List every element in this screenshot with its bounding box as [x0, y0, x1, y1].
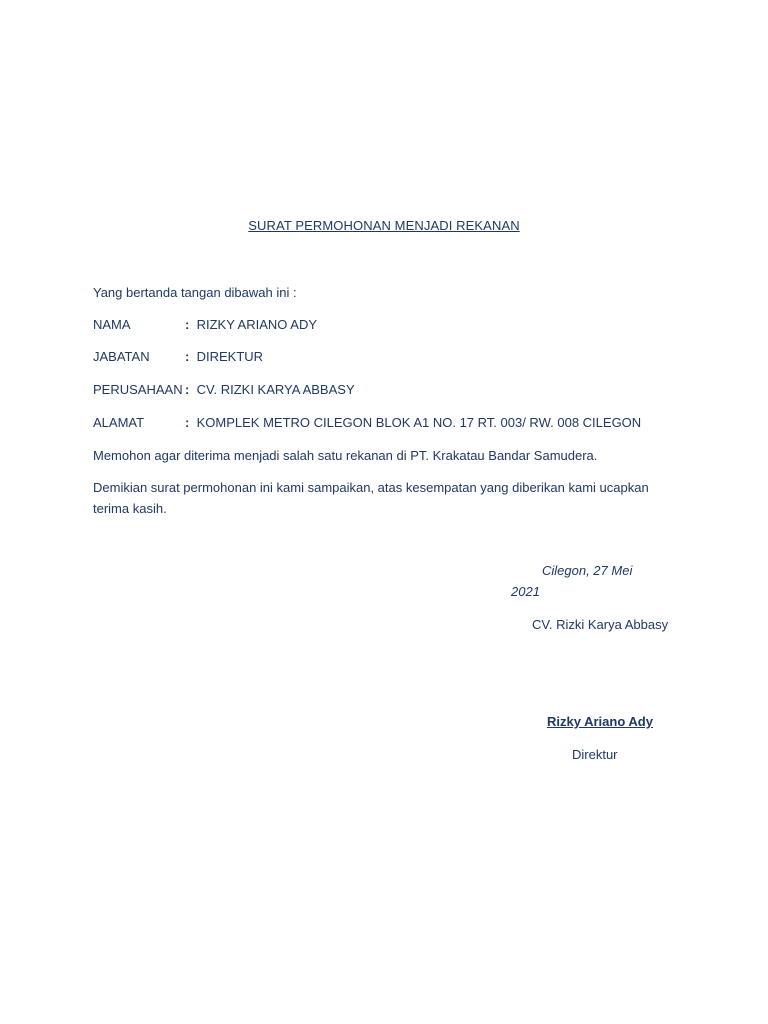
field-label: JABATAN: [93, 349, 150, 364]
field-value: DIREKTUR: [193, 349, 264, 364]
field-label: NAMA: [93, 317, 131, 332]
place-date-year: 2021: [511, 584, 540, 599]
field-value: CV. RIZKI KARYA ABBASY: [193, 382, 355, 397]
field-row-jabatan: [93, 347, 263, 367]
signer-name: Rizky Ariano Ady: [547, 714, 653, 729]
place-date: Cilegon, 27 Mei: [542, 563, 633, 578]
field-colon: :: [185, 349, 190, 364]
field-row-alamat: [93, 413, 641, 433]
field-value: RIZKY ARIANO ADY: [193, 317, 318, 332]
signer-position: Direktur: [572, 747, 618, 762]
letter-title: SURAT PERMOHONAN MENJADI REKANAN: [248, 218, 520, 233]
field-label: PERUSAHAAN: [93, 382, 183, 397]
signer-company: CV. Rizki Karya Abbasy: [532, 617, 669, 632]
field-colon: :: [185, 382, 190, 397]
field-colon: :: [185, 415, 190, 430]
closing-paragraph: Demikian surat permohonan ini kami sampaikan, atas kesempatan yang diberikan kami ucapkan terima kasih.: [93, 480, 649, 516]
field-colon: :: [185, 317, 190, 332]
field-label: ALAMAT: [93, 415, 145, 430]
field-row-perusahaan: [93, 380, 355, 400]
field-value: KOMPLEK METRO CILEGON BLOK A1 NO. 17 RT. 003/ RW. 008 CILEGON: [193, 415, 642, 430]
field-row-nama: [93, 315, 317, 335]
intro-text: Yang bertanda tangan dibawah ini :: [93, 285, 297, 300]
request-paragraph: Memohon agar diterima menjadi salah satu rekanan di PT. Krakatau Bandar Samudera.: [93, 448, 598, 463]
